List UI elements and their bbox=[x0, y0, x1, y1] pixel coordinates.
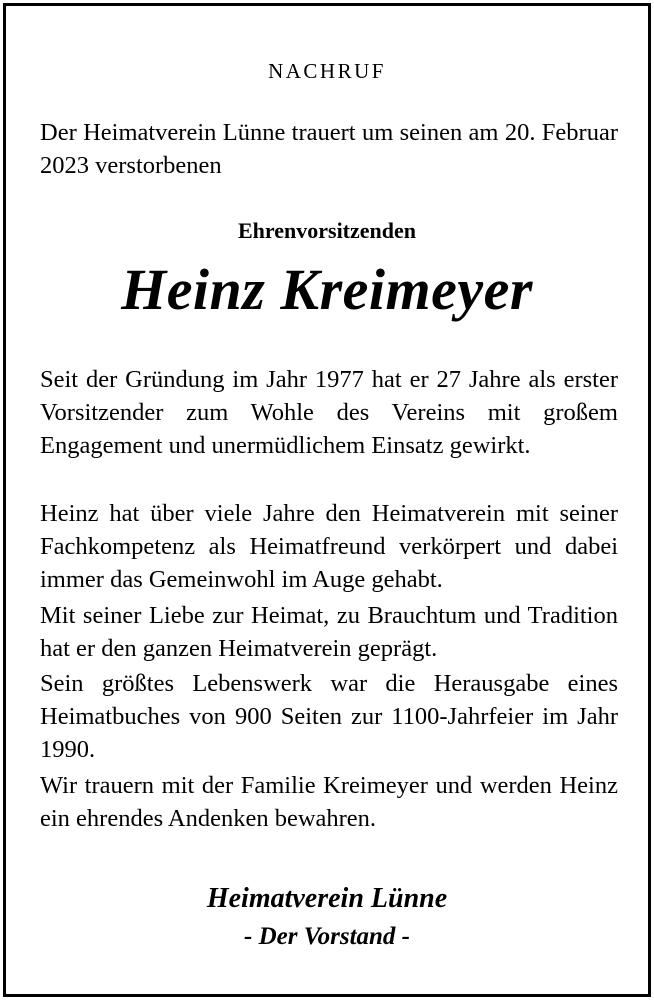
paragraph-tradition: Mit seiner Liebe zur Heimat, zu Brauchtum und Tradition hat er den ganzen Heimatverein geprägt. bbox=[40, 602, 618, 662]
honorary-title: Ehrenvorsitzenden bbox=[237, 218, 417, 243]
paragraph-founding: Seit der Gründung im Jahr 1977 hat er 27 Jahre als erster Vorsitzender zum Wohle des Vereins mit großem Engagement und unermüdlichem Einsatz gewirkt. bbox=[40, 366, 618, 459]
obituary-notice bbox=[3, 3, 651, 997]
signature-board: - Der Vorstand - bbox=[244, 923, 410, 950]
paragraph-lifework: Sein größtes Lebenswerk war die Herausgabe eines Heimatbuches von 900 Seiten zur 1100-Jahrfeier im Jahr 1990. bbox=[40, 670, 618, 763]
signature-organization: Heimatverein Lünne bbox=[206, 883, 448, 914]
notice-heading: NACHRUF bbox=[268, 59, 386, 83]
deceased-name: Heinz Kreimeyer bbox=[121, 257, 533, 322]
paragraph-expertise: Heinz hat über viele Jahre den Heimatverein mit seiner Fachkompetenz als Heimatfreund verkörpert und dabei immer das Gemeinwohl im Auge gehabt. bbox=[40, 500, 618, 593]
intro-text: Der Heimatverein Lünne trauert um seinen am 20. Februar 2023 verstorbenen bbox=[40, 119, 618, 179]
paragraph-mourning: Wir trauern mit der Familie Kreimeyer und werden Heinz ein ehrendes Andenken bewahren. bbox=[40, 772, 618, 832]
